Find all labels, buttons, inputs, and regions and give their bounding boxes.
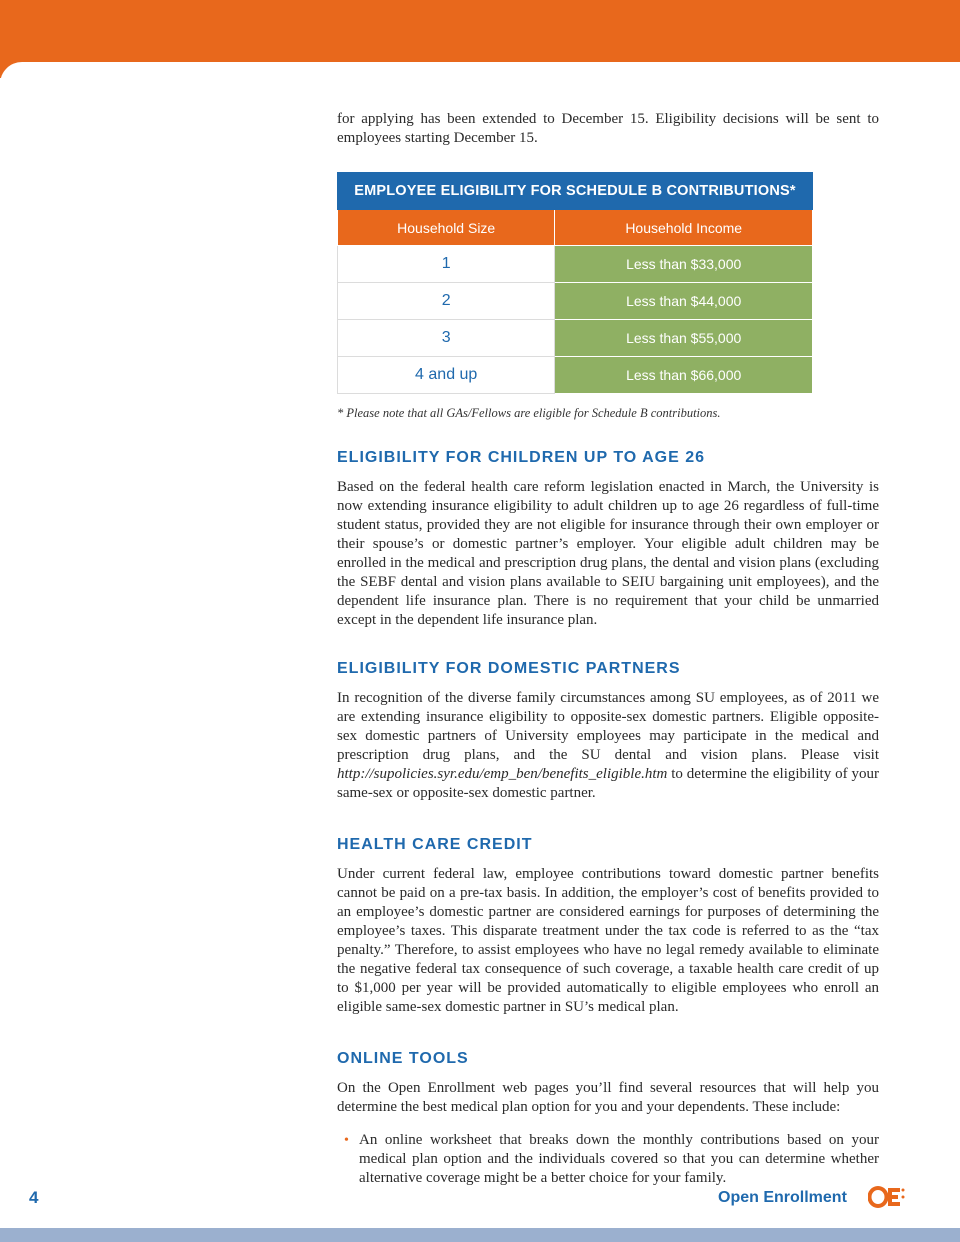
open-enrollment-logo-icon (868, 1186, 906, 1208)
section-online-tools (337, 1050, 879, 1188)
bottom-blue-band (0, 1228, 960, 1242)
intro-paragraph: for applying has been extended to December 15. Eligibility decisions will be sent to employees starting December 15. (337, 111, 879, 146)
table-title: EMPLOYEE ELIGIBILITY FOR SCHEDULE B CONTRIBUTIONS* (338, 173, 813, 210)
section-heading: ELIGIBILITY FOR CHILDREN UP TO AGE 26 (337, 449, 706, 466)
section-heading: HEALTH CARE CREDIT (337, 836, 533, 853)
household-income-cell: Less than $55,000 (555, 320, 813, 357)
body-text: In recognition of the diverse family circumstances among SU employees, as of 2011 we are extending insurance eligibility to opposite-sex domestic partners. Eligible opposite-sex domestic partners of University employees may participate in the medical and prescription drug plans, and the SU dental and vision plans. Please visit (337, 690, 879, 763)
eligibility-link[interactable]: http://supolicies.syr.edu/emp_ben/benefits_eligible.htm (337, 766, 668, 782)
table-title-row (338, 173, 813, 210)
bullet-dot-icon: • (344, 1133, 349, 1148)
section-body: Under current federal law, employee contributions toward domestic partner benefits cannot be paid on a pre-tax basis. In addition, the employer’s cost of benefits provided to an employee’s domestic partner are considered earnings for purposes of determining the employee’s taxes. This disparate treatment under the tax code is referred to as the “tax penalty.” Therefore, to assist employees who have no legal remedy available to eliminate the negative federal tax consequence of such coverage, a taxable health care credit of up to $1,000 per year will be provided automatically to eligible employees who enroll an eligible same-sex domestic partner in SU’s medical plan. (337, 866, 879, 1015)
table-row (338, 246, 813, 283)
page-number: 4 (29, 1188, 39, 1207)
header-household-income: Household Income (555, 210, 813, 246)
household-size-cell: 2 (338, 283, 555, 320)
list-item (337, 1131, 879, 1188)
section-body: On the Open Enrollment web pages you’ll find several resources that will help you determine the best medical plan option for you and your dependents. These include: (337, 1080, 879, 1115)
section-children (337, 449, 879, 630)
footer-title: Open Enrollment (718, 1189, 847, 1206)
section-body: Based on the federal health care reform legislation enacted in March, the University is now extending insurance eligibility to adult children up to age 26 regardless of full-time student status, provided they are not eligible for insurance through their own employer or their spouse’s or domestic partner’s employer. Your eligible adult children may be enrolled in the medical and prescription drug plans, the dental and vision plans (excluding the SEBF dental and vision plans available to SEIU bargaining unit employees), and the dependent life insurance plan. There is no requirement that your child be unmarried except in the dependent life insurance plan. (337, 479, 879, 628)
eligibility-table (337, 172, 813, 394)
section-body (337, 689, 879, 803)
header-household-size: Household Size (338, 210, 555, 246)
household-income-cell: Less than $44,000 (555, 283, 813, 320)
section-heading: ELIGIBILITY FOR DOMESTIC PARTNERS (337, 660, 681, 677)
household-size-cell: 3 (338, 320, 555, 357)
household-income-cell: Less than $66,000 (555, 357, 813, 394)
section-domestic-partners (337, 660, 879, 803)
table-footnote: * Please note that all GAs/Fellows are eligible for Schedule B contributions. (337, 406, 721, 420)
household-income-cell: Less than $33,000 (555, 246, 813, 283)
list-item-text: An online worksheet that breaks down the monthly contributions based on your medical plan option and the individuals covered so that you can determine whether alternative coverage might be a better choice for your family. (359, 1132, 879, 1186)
body-text: to determine the eligibility of your same-sex or opposite-sex domestic partner. (337, 766, 879, 801)
table-row (338, 320, 813, 357)
section-heading: ONLINE TOOLS (337, 1050, 469, 1067)
main-content (337, 110, 879, 1188)
household-size-cell: 1 (338, 246, 555, 283)
table-row (338, 357, 813, 394)
section-health-care-credit (337, 836, 879, 1017)
table-header-row (338, 210, 813, 246)
household-size-cell: 4 and up (338, 357, 555, 394)
table-row (338, 283, 813, 320)
tools-list (337, 1131, 879, 1188)
